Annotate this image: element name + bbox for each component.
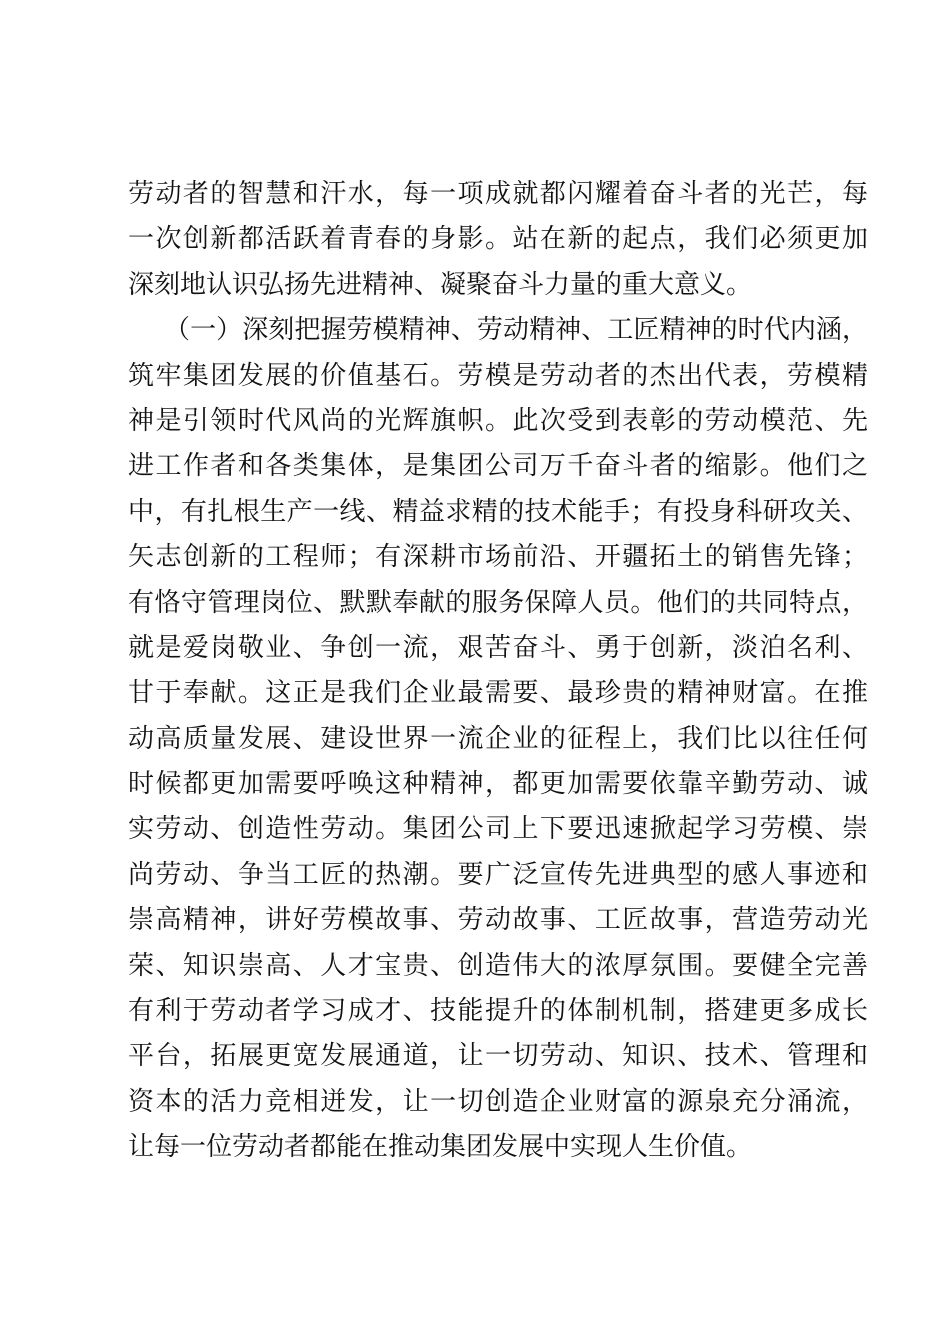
text-line: 资本的活力竞相迸发，让一切创造企业财富的源泉充分涌流， [128,1086,868,1117]
text-line: 有利于劳动者学习成才、技能提升的体制机制，搭建更多成长 [128,996,868,1027]
text-line: 尚劳动、争当工匠的热潮。要广泛宣传先进典型的感人事迹和 [128,859,868,890]
text-line: 一次创新都活跃着青春的身影。站在新的起点，我们必须更加 [128,224,868,255]
text-line: 平台，拓展更宽发展通道，让一切劳动、知识、技术、管理和 [128,1041,868,1072]
text-line: 崇高精神，讲好劳模故事、劳动故事、工匠故事，营造劳动光 [128,905,868,936]
document-body [128,172,868,1171]
text-line: 时候都更加需要呼唤这种精神，都更加需要依靠辛勤劳动、诚 [128,769,868,800]
text-line: 就是爱岗敬业、争创一流，艰苦奋斗、勇于创新，淡泊名利、 [128,632,868,663]
text-line: 荣、知识崇高、人才宝贵、创造伟大的浓厚氛围。要健全完善 [128,950,868,981]
paragraph-continuation [128,172,868,308]
text-line: 神是引领时代风尚的光辉旗帜。此次受到表彰的劳动模范、先 [128,405,868,436]
text-line: 深刻地认识弘扬先进精神、凝聚奋斗力量的重大意义。 [128,269,753,300]
text-line: 让每一位劳动者都能在推动集团发展中实现人生价值。 [128,1132,753,1163]
text-line: 有恪守管理岗位、默默奉献的服务保障人员。他们的共同特点， [128,587,868,618]
text-line: 中，有扎根生产一线、精益求精的技术能手；有投身科研攻关、 [128,496,868,527]
text-line: 甘于奉献。这正是我们企业最需要、最珍贵的精神财富。在推 [128,678,868,709]
text-line: 实劳动、创造性劳动。集团公司上下要迅速掀起学习劳模、崇 [128,814,868,845]
text-line: 进工作者和各类集体，是集团公司万千奋斗者的缩影。他们之 [128,451,868,482]
text-line: 矢志创新的工程师；有深耕市场前沿、开疆拓土的销售先锋； [128,542,868,573]
text-line: 筑牢集团发展的价值基石。劳模是劳动者的杰出代表，劳模精 [128,360,868,391]
text-line: 劳动者的智慧和汗水，每一项成就都闪耀着奋斗者的光芒，每 [128,179,868,209]
section-heading-line: （一）深刻把握劳模精神、劳动精神、工匠精神的时代内涵， [164,315,868,346]
text-line: 动高质量发展、建设世界一流企业的征程上，我们比以往任何 [128,723,868,754]
paragraph-section-one [128,308,868,1170]
